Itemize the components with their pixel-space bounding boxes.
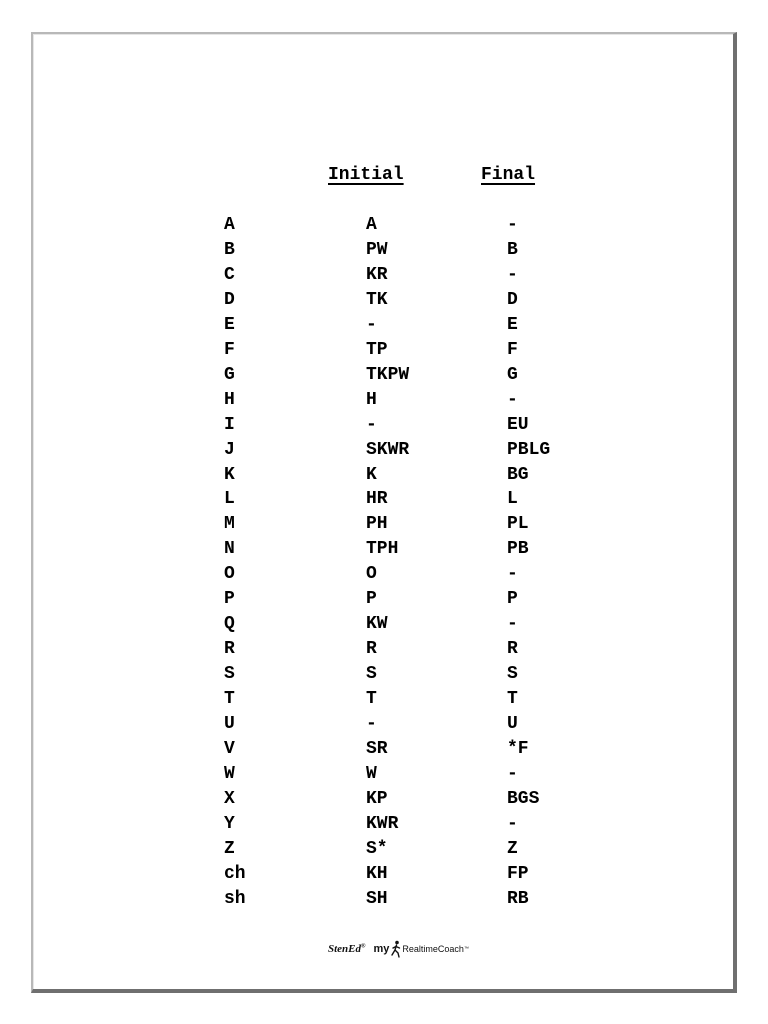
initial-cell: -	[366, 314, 377, 335]
final-cell: EU	[507, 414, 529, 435]
registered-mark: ®	[361, 943, 366, 950]
final-cell: -	[507, 813, 518, 834]
initial-cell: A	[366, 215, 377, 235]
trademark-mark: ™	[463, 946, 469, 952]
final-cell: E	[507, 314, 518, 335]
letter-cell: P	[224, 589, 235, 610]
letter-cell: K	[224, 464, 235, 485]
final-cell: -	[507, 564, 518, 585]
final-cell: U	[507, 714, 518, 735]
table-row	[0, 689, 768, 714]
final-cell: FP	[507, 863, 529, 884]
letter-cell: S	[224, 664, 235, 685]
initial-cell: -	[366, 414, 377, 435]
table-row	[0, 739, 768, 764]
table-row	[0, 340, 768, 365]
initial-cell: R	[366, 639, 377, 660]
table-row	[0, 514, 768, 539]
initial-cell: S	[366, 664, 377, 685]
initial-cell: TPH	[366, 539, 399, 560]
final-cell: B	[507, 239, 518, 260]
table-row	[0, 639, 768, 664]
final-cell: PB	[507, 539, 529, 560]
initial-cell: TK	[366, 289, 388, 310]
footer-logos	[328, 936, 469, 962]
letter-cell: T	[224, 689, 235, 710]
initial-cell: PW	[366, 239, 388, 260]
final-cell: -	[507, 389, 518, 410]
initial-cell: SH	[366, 888, 388, 909]
table-row	[0, 564, 768, 589]
stened-logo	[328, 943, 366, 955]
final-cell: BG	[507, 464, 529, 485]
table-row	[0, 315, 768, 340]
letter-cell: sh	[224, 888, 246, 909]
initial-cell: TKPW	[366, 364, 410, 385]
initial-cell: SKWR	[366, 439, 410, 460]
letter-cell: A	[224, 215, 235, 235]
table-row	[0, 614, 768, 639]
initial-cell: K	[366, 464, 377, 485]
rtc-name-text: RealtimeCoach	[402, 944, 464, 954]
initial-cell: KWR	[366, 813, 399, 834]
table-row	[0, 589, 768, 614]
final-cell: -	[507, 763, 518, 784]
table-row	[0, 664, 768, 689]
final-cell: R	[507, 639, 518, 660]
letter-cell: V	[224, 739, 235, 760]
final-cell: P	[507, 589, 518, 610]
letter-cell: M	[224, 514, 235, 535]
initial-cell: PH	[366, 514, 388, 535]
final-cell: BGS	[507, 788, 540, 809]
letter-cell: Z	[224, 838, 235, 859]
steno-alphabet-table	[0, 215, 768, 914]
table-row	[0, 240, 768, 265]
table-row	[0, 814, 768, 839]
table-row	[0, 789, 768, 814]
initial-cell: S*	[366, 838, 388, 859]
final-cell: G	[507, 364, 518, 385]
initial-cell: P	[366, 589, 377, 610]
table-row	[0, 889, 768, 914]
initial-cell: KP	[366, 788, 388, 809]
table-row	[0, 714, 768, 739]
final-cell: F	[507, 339, 518, 360]
letter-cell: O	[224, 564, 235, 585]
letter-cell: U	[224, 714, 235, 735]
letter-cell: N	[224, 539, 235, 560]
table-row	[0, 365, 768, 390]
letter-cell: R	[224, 639, 235, 660]
final-cell: L	[507, 489, 518, 510]
initial-cell: KW	[366, 614, 388, 635]
stened-logo-text: StenEd	[328, 943, 362, 955]
final-cell: RB	[507, 888, 529, 909]
letter-cell: X	[224, 788, 235, 809]
initial-cell: HR	[366, 489, 388, 510]
letter-cell: ch	[224, 863, 246, 884]
final-cell: S	[507, 664, 518, 685]
initial-cell: T	[366, 689, 377, 710]
letter-cell: E	[224, 314, 235, 335]
letter-cell: J	[224, 439, 235, 460]
letter-cell: L	[224, 489, 235, 510]
table-row	[0, 265, 768, 290]
final-cell: Z	[507, 838, 518, 859]
initial-cell: W	[366, 763, 377, 784]
initial-cell: -	[366, 714, 377, 735]
header-initial: Initial	[328, 165, 404, 185]
table-row	[0, 839, 768, 864]
table-row	[0, 290, 768, 315]
table-row	[0, 465, 768, 490]
table-row	[0, 215, 768, 240]
letter-cell: Y	[224, 813, 235, 834]
table-row	[0, 489, 768, 514]
initial-cell: H	[366, 389, 377, 410]
initial-cell: TP	[366, 339, 388, 360]
final-cell: PL	[507, 514, 529, 535]
table-row	[0, 390, 768, 415]
table-row	[0, 764, 768, 789]
table-row	[0, 440, 768, 465]
letter-cell: Q	[224, 614, 235, 635]
letter-cell: G	[224, 364, 235, 385]
initial-cell: O	[366, 564, 377, 585]
initial-cell: KR	[366, 264, 388, 285]
initial-cell: SR	[366, 739, 388, 760]
letter-cell: C	[224, 264, 235, 285]
final-cell: -	[507, 614, 518, 635]
letter-cell: B	[224, 239, 235, 260]
initial-cell: KH	[366, 863, 388, 884]
final-cell: D	[507, 289, 518, 310]
letter-cell: I	[224, 414, 235, 435]
table-row	[0, 864, 768, 889]
table-row	[0, 539, 768, 564]
final-cell: *F	[507, 739, 529, 760]
letter-cell: W	[224, 763, 235, 784]
final-cell: -	[507, 264, 518, 285]
final-cell: PBLG	[507, 439, 551, 460]
final-cell: -	[507, 215, 518, 235]
letter-cell: H	[224, 389, 235, 410]
letter-cell: F	[224, 339, 235, 360]
letter-cell: D	[224, 289, 235, 310]
runner-icon	[390, 940, 402, 958]
rtc-my-text: my	[373, 943, 390, 955]
final-cell: T	[507, 689, 518, 710]
realtime-coach-logo	[374, 940, 469, 958]
header-final: Final	[481, 165, 536, 185]
table-row	[0, 415, 768, 440]
